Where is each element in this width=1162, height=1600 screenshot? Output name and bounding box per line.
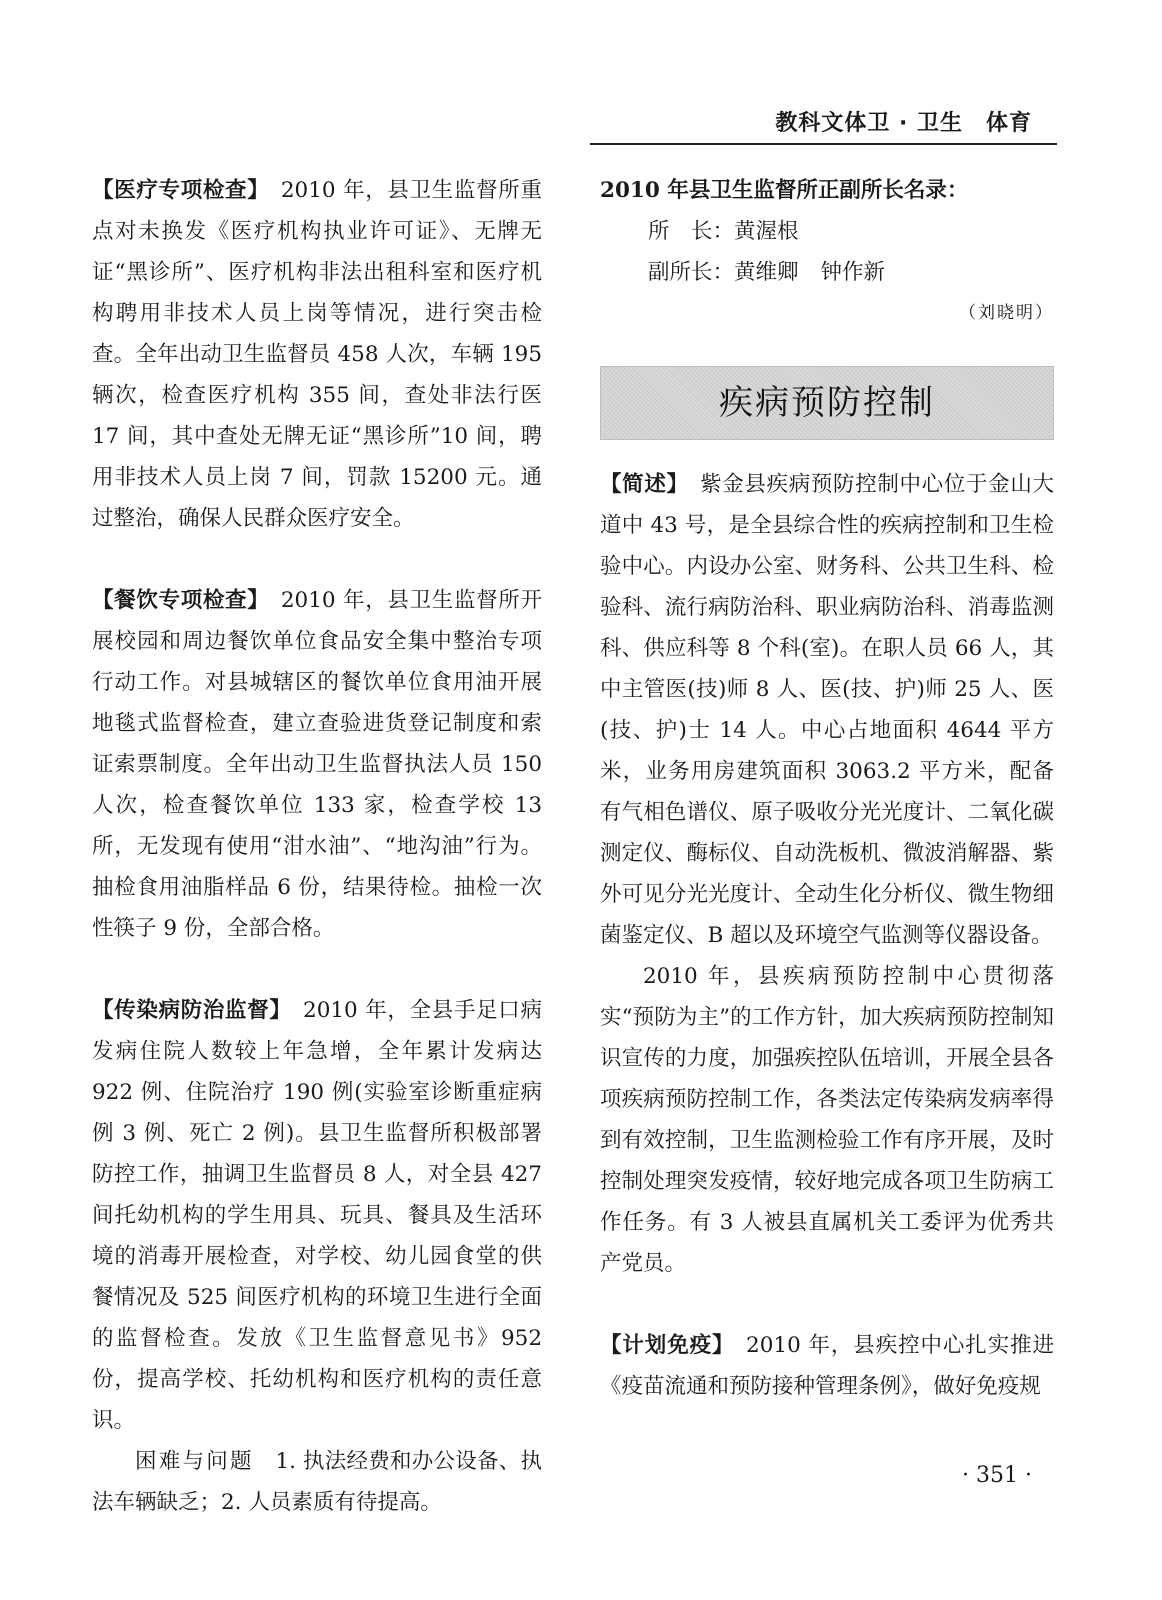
- immunization-section: [600, 1325, 1054, 1407]
- medical-check-section: [92, 170, 542, 539]
- difficulties-label: 困难与问题: [135, 1449, 254, 1474]
- difficulties-section: [92, 1441, 542, 1523]
- medical-check-label: 【医疗专项检查】: [92, 178, 259, 203]
- summary-2010-section: 2010 年，县疾病预防控制中心贯彻落实“预防为主”的工作方针，加大疾病预防控制知识宣传的力度，加强疾控队伍培训，开展全县各项疾病预防控制工作，各类法定传染病发病率得到有效控制，卫生监测检验工作有序开展，及时控制处理突发疫情，较好地完成各项卫生防病工作任务。有 3 人被县直属机关工委评为优秀共产党员。: [600, 964, 1054, 1276]
- roster-deputy: [600, 252, 1054, 293]
- immunization-text: 2010 年，县疾控中心扎实推进《疫苗流通和预防接种管理条例》，做好免疫规: [600, 1333, 1054, 1399]
- page-number: · 351 ·: [962, 1463, 1032, 1488]
- catering-check-label: 【餐饮专项检查】: [92, 588, 259, 613]
- infectious-supervision-section: [92, 990, 542, 1441]
- overview-text: 紫金县疾病预防控制中心位于金山大道中 43 号，是全县综合性的疾病控制和卫生检验中心。内设办公室、财务科、公共卫生科、检验科、流行病防治科、职业病防治科、消毒监测科、供应科等 8 个科(室)。在职人员 66 人，其中主管医(技)师 8 人、医(技、护)师 25 人、医(技、护)士 14 人。中心占地面积 4644 平方米，业务用房建筑面积 3063.2 平方米，配备有气相色谱仪、原子吸收分光光度计、二氧化碳测定仪、酶标仪、自动洗板机、微波消解器、紫外可见分光光度计、全动生化分析仪、微生物细菌鉴定仪、B 超以及环境空气监测等仪器设备。: [600, 472, 1054, 948]
- infectious-supervision-text: 2010 年，全县手足口病发病住院人数较上年急增，全年累计发病达 922 例、住院治疗 190 例(实验室诊断重症病例 3 例、死亡 2 例)。县卫生监督所积极部署防控工作，抽调卫生监督员 8 人，对全县 427 间托幼机构的学生用具、玩具、餐具及生活环境的消毒开展检查，对学校、幼儿园食堂的供餐情况及 525 间医疗机构的环境卫生进行全面的监督检查。发放《卫生监督意见书》952 份，提高学校、托幼机构和医疗机构的责任意识。: [92, 998, 542, 1433]
- left-column: [92, 170, 542, 1523]
- overview-label: 【简述】: [600, 472, 678, 497]
- immunization-label: 【计划免疫】: [600, 1333, 724, 1358]
- catering-check-text: 2010 年，县卫生监督所开展校园和周边餐饮单位食品安全集中整治专项行动工作。对县城辖区的餐饮单位食用油开展地毯式监督检查，建立查验进货登记制度和索证索票制度。全年出动卫生监督执法人员 150 人次，检查餐饮单位 133 家，检查学校 13 所，无发现有使用“泔水油”、“地沟油”行为。抽检食用油脂样品 6 份，结果待检。抽检一次性筷子 9 份，全部合格。: [92, 588, 542, 941]
- header-title: 教科文体卫 · 卫生 体育: [775, 111, 1032, 136]
- header-rule: [590, 143, 1057, 145]
- overview-section: [600, 464, 1054, 956]
- roster-director: [600, 211, 1054, 252]
- section-banner-title: 疾病预防控制: [719, 382, 935, 423]
- medical-check-text: 2010 年，县卫生监督所重点对未换发《医疗机构执业许可证》、无牌无证“黑诊所”、医疗机构非法出租科室和医疗机构聘用非技术人员上岗等情况，进行突击检查。全年出动卫生监督员 458 人次，车辆 195 辆次，检查医疗机构 355 间，查处非法行医 17 间，其中查处无牌无证“黑诊所”10 间，聘用非技术人员上岗 7 间，罚款 15200 元。通过整治，确保人民群众医疗安全。: [92, 178, 542, 531]
- roster-author: （刘晓明）: [959, 303, 1054, 323]
- director-name: 黄渥根: [734, 219, 799, 244]
- difficulties-text: 1. 执法经费和办公设备、执法车辆缺乏；2. 人员素质有待提高。: [92, 1449, 542, 1515]
- section-banner: [600, 366, 1054, 440]
- catering-check-section: [92, 580, 542, 949]
- deputy-label: 副所长：: [648, 260, 735, 285]
- deputy-name-1: 黄维卿: [734, 260, 799, 285]
- infectious-supervision-label: 【传染病防治监督】: [92, 998, 281, 1023]
- right-column: [600, 170, 1054, 1407]
- roster-title: 2010 年县卫生监督所正副所长名录：: [600, 178, 969, 203]
- deputy-name-2: 钟作新: [820, 260, 886, 285]
- director-label: 所 长：: [648, 219, 735, 244]
